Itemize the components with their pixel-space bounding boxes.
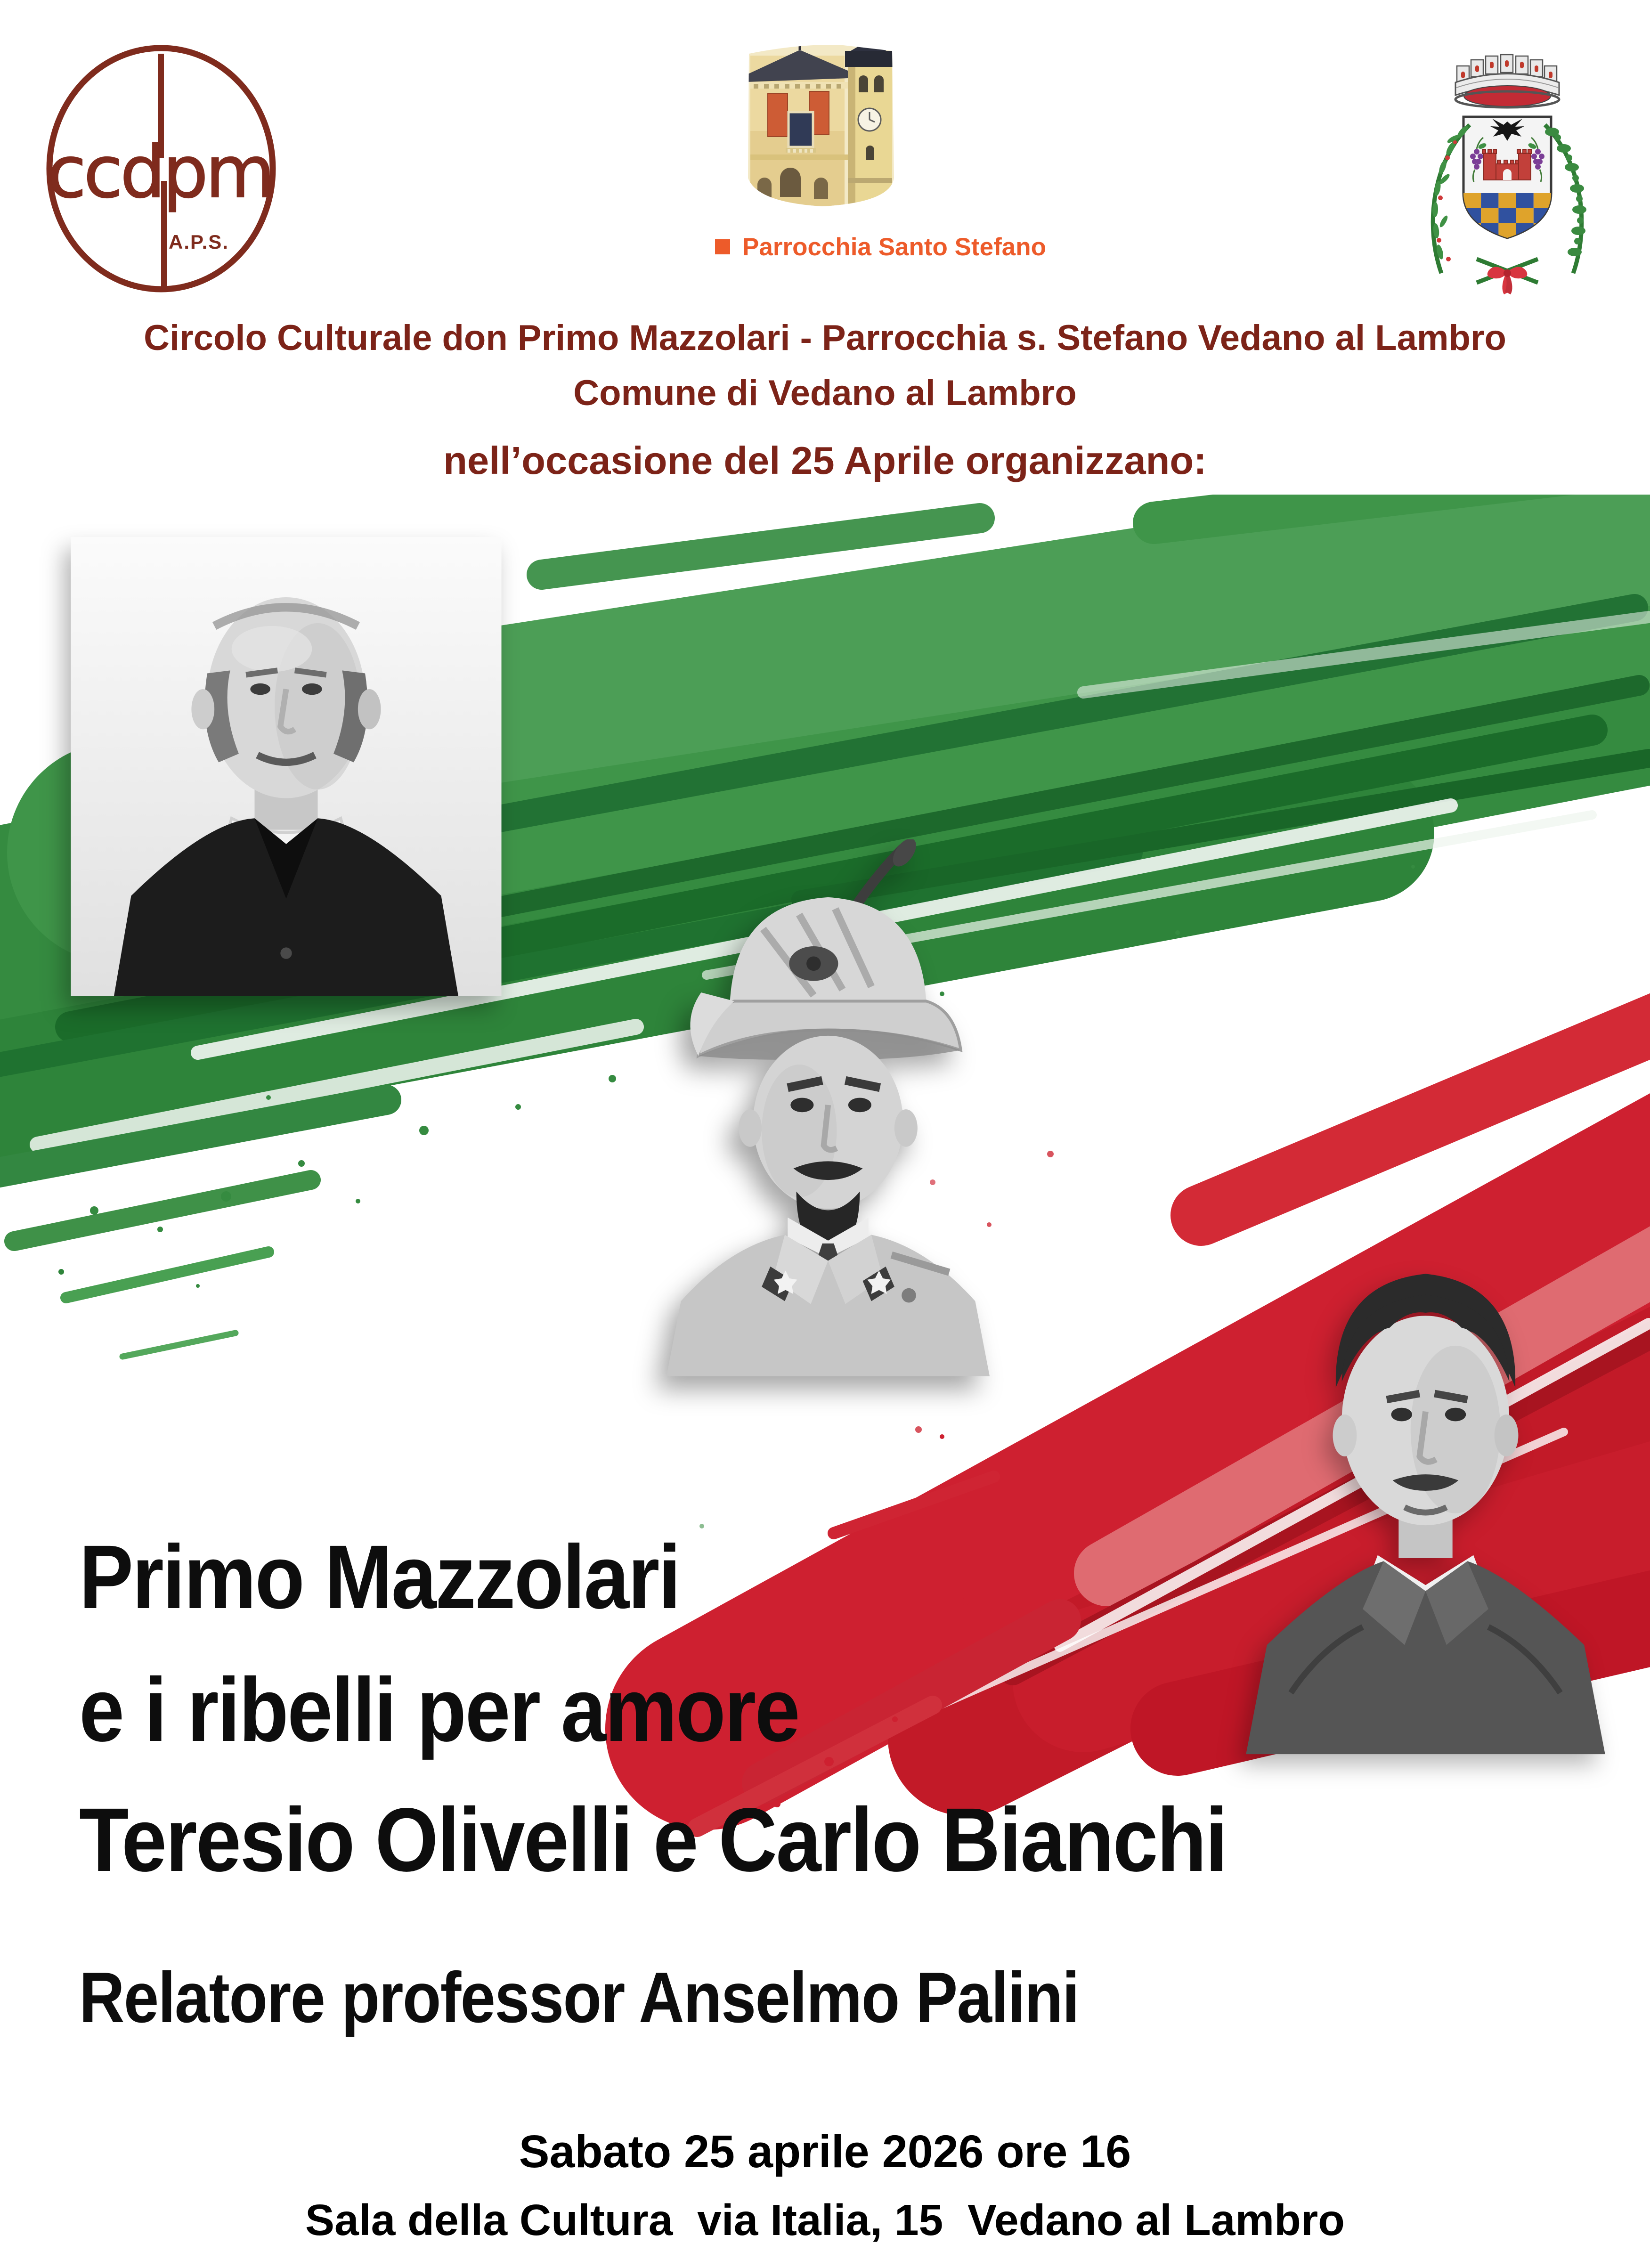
organizers-line-1: Circolo Culturale don Primo Mazzolari - Parrocchia s. Stefano Vedano al Lambro bbox=[144, 318, 1506, 358]
bianchi-figure bbox=[1246, 1274, 1605, 1754]
event-venue-line: Sala della Cultura via Italia, 15 Vedano al Lambro bbox=[305, 2195, 1345, 2244]
orange-square-bullet-icon bbox=[715, 239, 730, 254]
mural-crown bbox=[1455, 55, 1559, 107]
ccdpm-aps-label: A.P.S. bbox=[169, 231, 229, 253]
title-line-1: Primo Mazzolari bbox=[79, 1526, 680, 1627]
portrait-teresio-olivelli-alpino bbox=[597, 839, 1059, 1376]
ccdpm-acronym: ccdpm bbox=[47, 130, 273, 214]
occasion-line: nell’occasione del 25 Aprile organizzano: bbox=[443, 439, 1207, 482]
crest-shield bbox=[1463, 117, 1551, 239]
title-line-2: e i ribelli per amore bbox=[79, 1659, 799, 1760]
title-line-3: Teresio Olivelli e Carlo Bianchi bbox=[79, 1789, 1227, 1890]
parrocchia-caption: Parrocchia Santo Stefano bbox=[742, 233, 1047, 261]
event-date-line: Sabato 25 aprile 2026 ore 16 bbox=[519, 2126, 1131, 2177]
checker-field bbox=[1463, 193, 1551, 239]
santo-stefano-church-photo bbox=[724, 37, 913, 225]
portrait-primo-mazzolari bbox=[71, 537, 502, 996]
organizers-line-2: Comune di Vedano al Lambro bbox=[573, 373, 1077, 413]
parrocchia-caption-row bbox=[715, 232, 1139, 262]
vedano-al-lambro-coat-of-arms bbox=[1392, 38, 1623, 296]
church-facade-art bbox=[743, 41, 899, 211]
portrait-carlo-bianchi bbox=[1201, 1244, 1650, 1755]
alpino-figure bbox=[667, 839, 990, 1376]
speaker-line: Relatore professor Anselmo Palini bbox=[79, 1958, 1079, 2038]
ccdpm-circle-logo bbox=[43, 41, 279, 297]
ribbon-bow bbox=[1477, 259, 1538, 294]
